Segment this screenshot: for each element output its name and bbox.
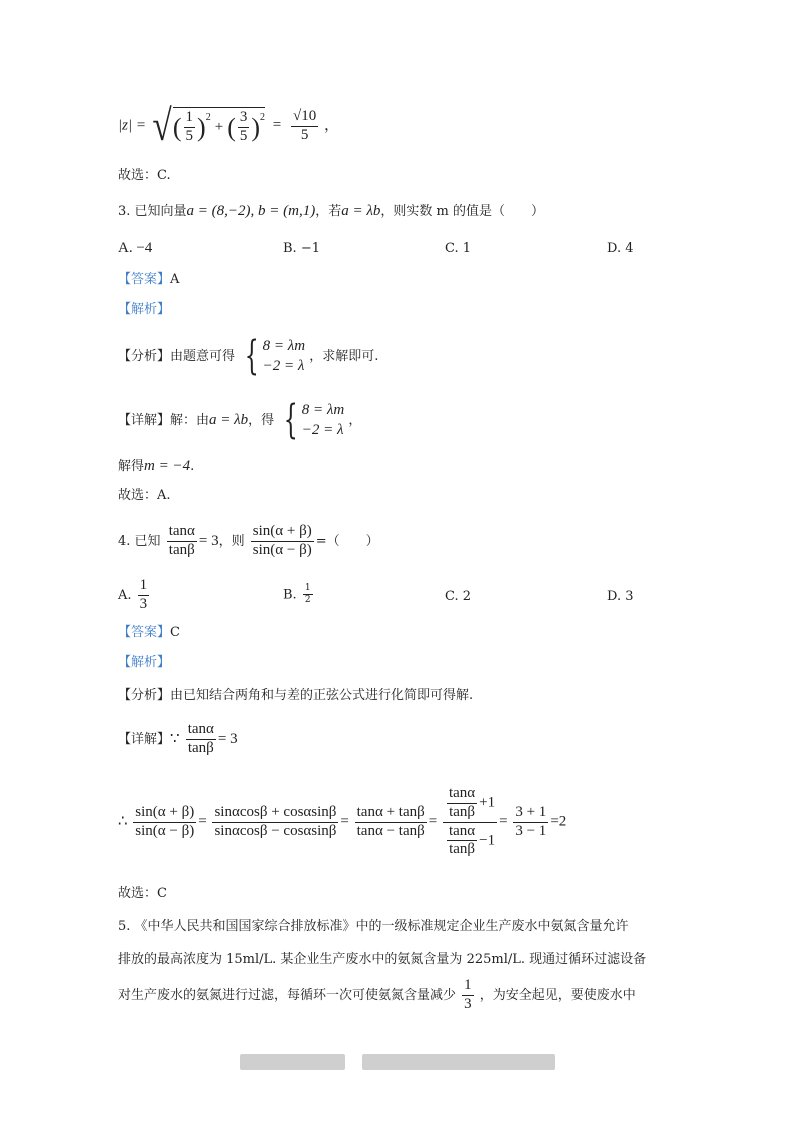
q3-xiangjie: 【详解】解：由a = λb，得 { 8 = λm −2 = λ ， (118, 397, 362, 444)
q3-option-b: B. −1 (283, 241, 320, 256)
q4-xiangjie: 【详解】∵ $\frac{\tan\alpha}{\tan\beta}$ = 3 (118, 721, 238, 756)
fraction-three-fifths: $\frac{3}{5}$ (239, 109, 248, 144)
q3-stem: 3. 已知向量a = (8,−2), b = (m,1)，若a = λb，则实数 m 的值是（ ） (118, 203, 544, 219)
q3-final: 故选：A. (118, 488, 171, 503)
q4-final: 故选：C (118, 886, 167, 901)
fraction-one-fifth: $\frac{1}{5}$ (185, 109, 194, 144)
q3-fenxi: 【分析】由题意可得 { 8 = λm −2 = λ ，求解即可. (118, 333, 379, 380)
q3-jiexi-tag: 【解析】 (118, 302, 171, 317)
q4-option-c: C. 2 (445, 589, 472, 604)
q4-fenxi: 【分析】由已知结合两角和与差的正弦公式进行化简即可得解. (118, 688, 474, 703)
sqrt-expression: √ ( $\frac{1}{5}$ ) 2 + ( $\frac{3}{5}$ ) 2 (152, 101, 266, 150)
q4-option-b-fraction: $\frac{1}{2}$ (304, 583, 311, 606)
blurred-watermark (240, 1054, 345, 1070)
q4-stem: 4. 已知 $\frac{\tan\alpha}{\tan\beta}$ = 3，则 $\frac{\sin(\alpha + \beta)}{\sin(\alpha - \beta)}$ =（ ） (118, 523, 379, 558)
q5-line-1: 5. 《中华人民共和国国家综合排放标准》中的一级标准规定企业生产废水中氨氮含量允许 (118, 919, 629, 934)
q4-tan-ratio: $\frac{\tan\alpha}{\tan\beta}$ (168, 523, 195, 558)
q4-derivation: ∴ $\frac{\sin(\alpha + \beta)}{\sin(\alpha - \beta)}$ = $\frac{\sin\alpha\cos\beta + \cos\alpha\sin\beta}{\sin\alpha\cos\beta - \cos\alpha\sin\beta}$ = $\frac{\tan\alpha + \tan\beta}{\tan\alpha - \tan\beta}$ = $\frac{\tan\alpha}{\tan\beta}$ +1 $\frac{\tan\alpha}{\tan\beta}$ −1 = $\frac{3 + 1}{3 - 1}$ =2 (118, 785, 567, 858)
q3-answer: 【答案】A (118, 272, 180, 287)
q3-equation-system: { 8 = λm −2 = λ (244, 333, 306, 380)
q2-final-answer: 故选：C. (118, 168, 171, 183)
derivation-frac-5: $\frac{3 + 1}{3 - 1}$ (515, 803, 547, 839)
derivation-frac-2: $\frac{\sin\alpha\cos\beta + \cos\alpha\sin\beta}{\sin\alpha\cos\beta - \cos\alpha\sin\beta}$ (214, 803, 337, 839)
derivation-frac-4: $\frac{\tan\alpha}{\tan\beta}$ +1 $\frac{\tan\alpha}{\tan\beta}$ −1 (443, 786, 497, 858)
q5-fraction-one-third: $\frac{1}{3}$ (464, 977, 472, 1012)
q3-option-c: C. 1 (445, 241, 472, 256)
q4-jiexi-tag: 【解析】 (118, 655, 171, 670)
q5-line-2: 排放的最高浓度为 15ml/L. 某企业生产废水中的氨氮含量为 225ml/L. 现通过循环过滤设备 (118, 952, 647, 967)
q4-sin-ratio: $\frac{\sin(\alpha + \beta)}{\sin(\alpha - \beta)}$ (252, 523, 312, 558)
z-abs-label: |z| = (118, 117, 146, 134)
q4-answer: 【答案】C (118, 625, 180, 640)
fraction-result: $\frac{√10}{5}$ (293, 107, 317, 143)
q3-option-a: A. −4 (118, 240, 153, 256)
q4-option-a-fraction: $\frac{1}{3}$ (139, 577, 148, 612)
modulus-formula: |z| = √ ( $\frac{1}{5}$ ) 2 + ( $\frac{3}{5}$ ) 2 = $\frac{√10}{5}$ ， (118, 101, 339, 150)
q3-option-d: D. 4 (607, 241, 634, 256)
q4-option-d: D. 3 (607, 589, 634, 604)
q5-line-3: 对生产废水的氨氮进行过滤，每循环一次可使氨氮含量减少 $\frac{1}{3}$ ，为安全起见，要使废水中 (118, 977, 636, 1012)
derivation-frac-3: $\frac{\tan\alpha + \tan\beta}{\tan\alpha - \tan\beta}$ (356, 803, 425, 839)
derivation-frac-1: $\frac{\sin(\alpha + \beta)}{\sin(\alpha - \beta)}$ (135, 803, 195, 839)
blurred-watermark-2 (362, 1054, 555, 1070)
q4-option-a: A. $\frac{1}{3}$ (118, 577, 148, 612)
q4-given-ratio: $\frac{\tan\alpha}{\tan\beta}$ (187, 721, 214, 756)
q3-solve: 解得m = −4. (118, 458, 195, 474)
q3-equation-system-2: { 8 = λm −2 = λ (284, 397, 345, 444)
q4-option-b: B. $\frac{1}{2}$ (283, 583, 311, 606)
